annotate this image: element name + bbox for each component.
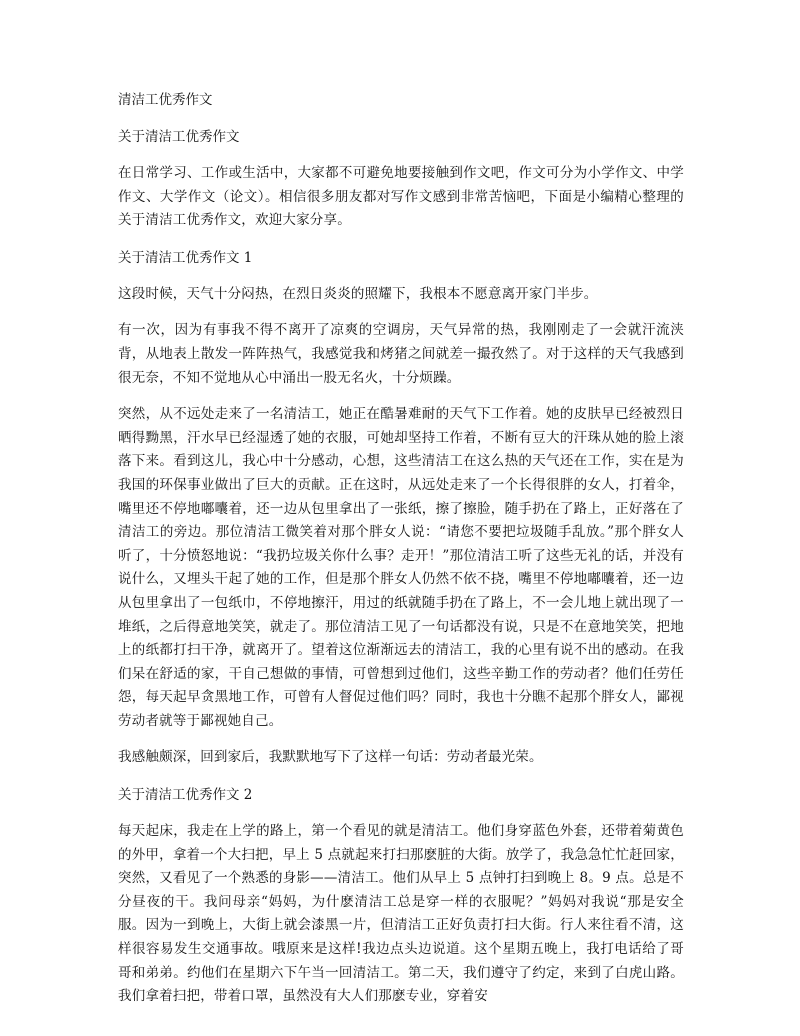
intro-paragraph: 在日常学习、工作或生活中，大家都不可避免地要接触到作文吧，作文可分为小学作文、中学作文、大学作文（论文）。相信很多朋友都对写作文感到非常苦恼吧，下面是小编精心整理的关于清洁工优秀作文，欢迎大家分享。 (118, 165, 684, 229)
essay-1-paragraph-3: 突然，从不远处走来了一名清洁工，她正在酷暑难耐的天气下工作着。她的皮肤早已经被烈日晒得黝黑，汗水早已经湿透了她的衣服，可她却坚持工作着，不断有豆大的汗珠从她的脸上滚落下来。看到这儿，我心中十分感动，心想，这些清洁工在这么热的天气还在工作，实在是为我国的环保事业做出了巨大的贡献。正在这时，从远处走来了一个长得很胖的女人，打着伞，嘴里还不停地嘟囔着，还一边从包里拿出了一张纸，擦了擦脸，随手扔在了路上，正好落在了清洁工的旁边。那位清洁工微笑着对那个胖女人说：“请您不要把垃圾随手乱放。”那个胖女人听了，十分愤怒地说：“我扔垃圾关你什么事？走开！”那位清洁工听了这些无礼的话，并没有说什么，又埋头干起了她的工作，但是那个胖女人仍然不依不挠，嘴里不停地嘟囔着，还一边从包里拿出了一包纸巾，不停地擦汗，用过的纸就随手扔在了路上，不一会儿地上就出现了一堆纸，之后得意地笑笑，就走了。那位清洁工见了一句话都没有说，只是不在意地笑笑，把地上的纸都打扫干净，就离开了。望着这位渐渐远去的清洁工，我的心里有说不出的感动。在我们呆在舒适的家，干自己想做的事情，可曾想到过他们，这些辛勤工作的劳动者？他们任劳任怨，每天起早贪黑地工作，可曾有人督促过他们吗？同时，我也十分瞧不起那个胖女人，鄙视劳动者就等于鄙视她自己。 (118, 406, 684, 729)
essay-2-paragraph-1: 每天起床，我走在上学的路上，第一个看见的就是清洁工。他们身穿蓝色外套，还带着菊黄色的外甲，拿着一个大扫把，早上 5 点就起来打扫那麽脏的大街。放学了，我急急忙忙赶回家，突然，又看见了一个熟悉的身影——清洁工。他们从早上 5 点钟打扫到晚上 8。9 点。总是不分昼夜的干。我问母亲“妈妈，为什麽清洁工总是穿一样的衣服呢？”妈妈对我说“那是安全服。因为一到晚上，大街上就会漆黑一片，但清洁工正好负责打扫大街。行人来往看不清，这样很容易发生交通事故。哦原来是这样!我边点头边说道。这个星期五晚上，我打电话给了哥哥和弟弟。约他们在星期六下午当一回清洁工。第二天，我们遵守了约定，来到了白虎山路。我们拿着扫把，带着口罩，虽然没有大人们那麽专业，穿着安 (118, 823, 684, 1005)
essay-1-paragraph-2: 有一次，因为有事我不得不离开了凉爽的空调房，天气异常的热，我刚刚走了一会就汗流浃背，从地表上散发一阵阵热气，我感觉我和烤猪之间就差一撮孜然了。对于这样的天气我感到很无奈，不知不觉地从心中涌出一股无名火，十分烦躁。 (118, 322, 684, 386)
document-page (118, 88, 684, 1022)
essay-1-paragraph-1: 这段时候，天气十分闷热，在烈日炎炎的照耀下，我根本不愿意离开家门半步。 (118, 285, 598, 302)
essay-1-paragraph-4: 我感触颇深，回到家后，我默默地写下了这样一句话：劳动者最光荣。 (118, 749, 543, 766)
essay-1-heading: 关于清洁工优秀作文 1 (118, 249, 253, 266)
essay-2-heading: 关于清洁工优秀作文 2 (118, 787, 253, 804)
document-title: 清洁工优秀作文 (118, 92, 213, 108)
document-subtitle: 关于清洁工优秀作文 (118, 129, 240, 145)
